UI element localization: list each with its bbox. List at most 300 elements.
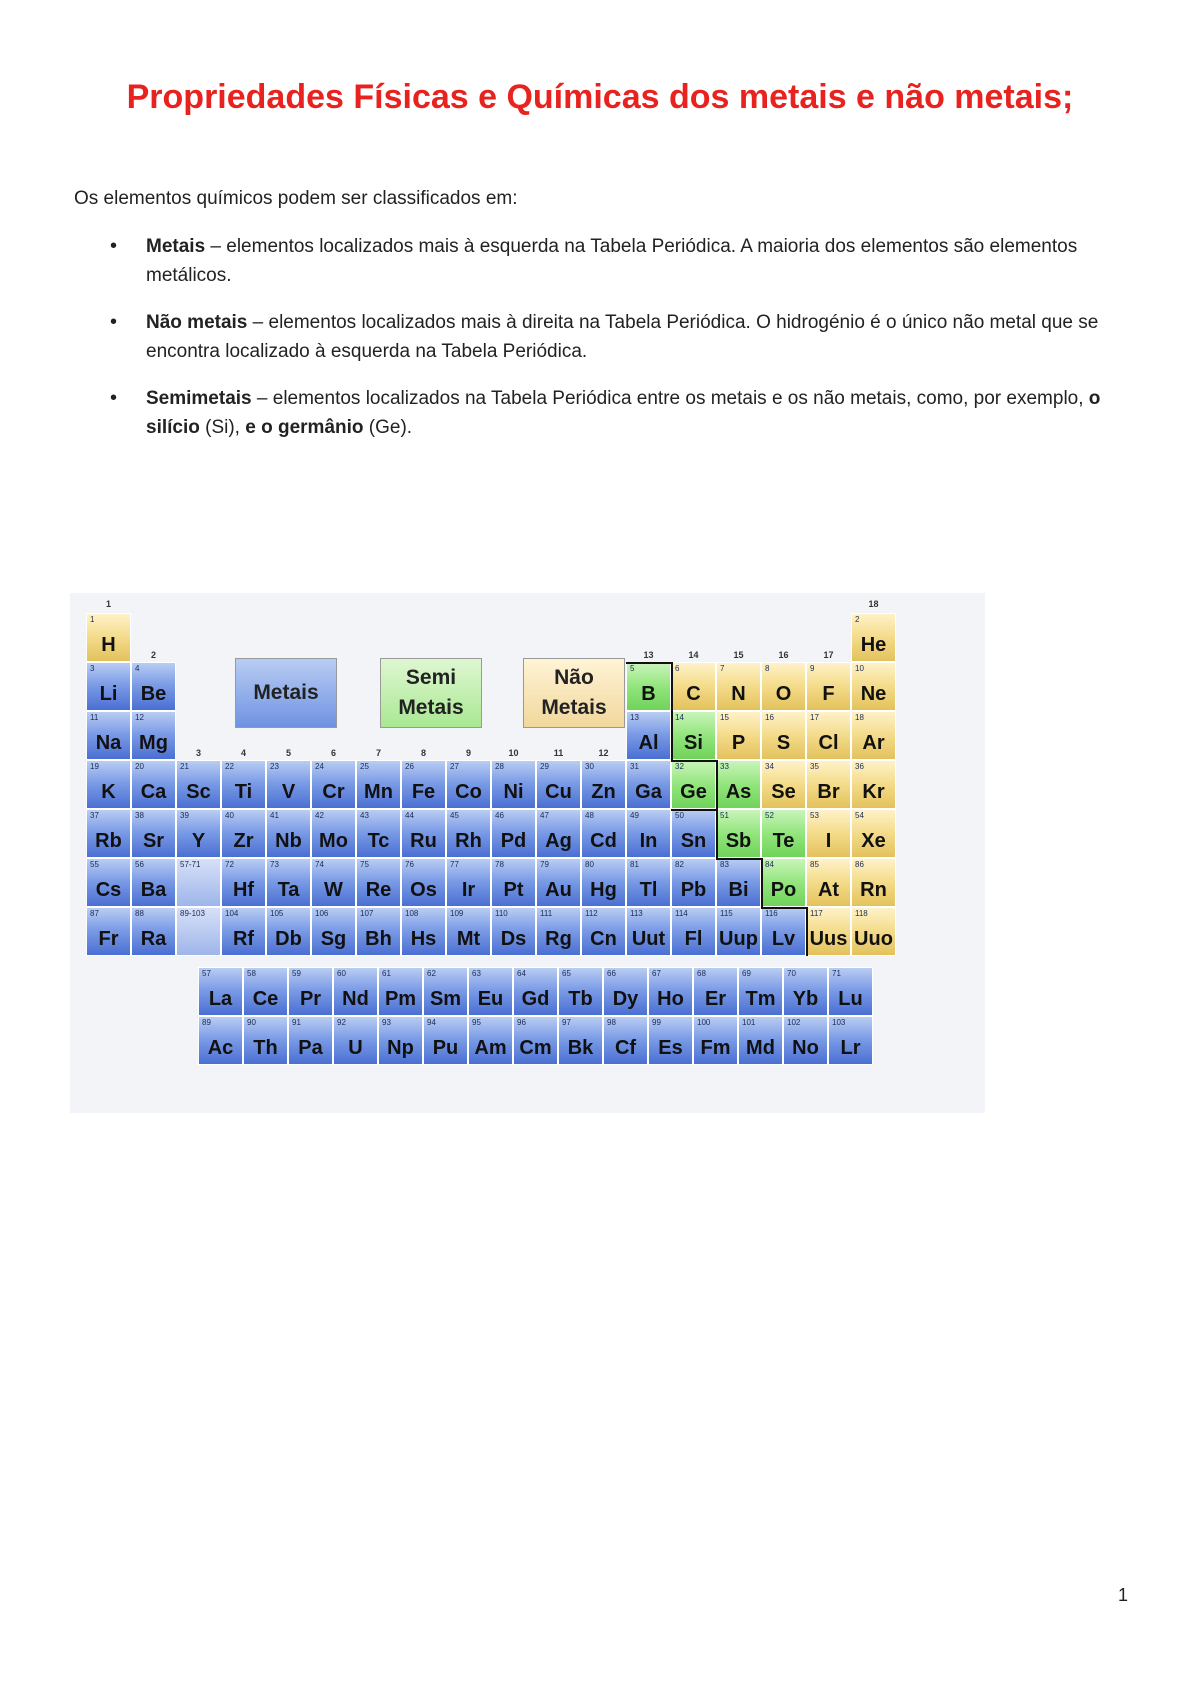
atomic-number: 86 [855,860,864,869]
element-ne [851,662,896,711]
metal-nonmetal-boundary [716,858,761,860]
metal-nonmetal-boundary [716,809,718,858]
atomic-number: 14 [675,713,684,722]
atomic-number: 42 [315,811,324,820]
element-symbol: Ac [207,1037,234,1059]
element-sm [423,967,468,1016]
element-symbol: Th [253,1037,278,1059]
element-symbol: Hs [410,928,437,950]
element-symbol: U [348,1037,363,1059]
element-symbol: Md [746,1037,775,1059]
atomic-number: 105 [270,909,284,918]
element-am [468,1016,513,1065]
element-symbol: Pb [680,879,707,901]
atomic-number: 82 [675,860,684,869]
term-nao-metais: Não metais [146,312,248,333]
element-ac [198,1016,243,1065]
element-symbol: Uus [809,928,848,950]
atomic-number: 80 [585,860,594,869]
element-li [86,662,131,711]
element-symbol: Tb [568,988,593,1010]
element-fm [693,1016,738,1065]
element-symbol: Yb [792,988,819,1010]
element-symbol: Am [474,1037,507,1059]
atomic-number: 76 [405,860,414,869]
element-rb [86,809,131,858]
element-symbol: Mt [456,928,481,950]
element-symbol: Ba [140,879,167,901]
element-symbol: Cs [95,879,122,901]
element-k [86,760,131,809]
atomic-number: 106 [315,909,329,918]
atomic-number: 81 [630,860,639,869]
element-bk [558,1016,603,1065]
element-ho [648,967,693,1016]
desc-metais: – elementos localizados mais à esquerda na Tabela Periódica. A maioria dos elementos são elementos metálicos. [146,236,1078,286]
element-symbol: H [101,634,116,656]
atomic-number: 108 [405,909,419,918]
element-symbol: Os [410,879,437,901]
group-label-5: 5 [285,748,291,758]
element-hs [401,907,446,956]
element-n [716,662,761,711]
metal-nonmetal-boundary [761,858,763,907]
atomic-number: 68 [697,969,706,978]
element-symbol: Sc [186,781,211,803]
element-symbol: Ga [635,781,662,803]
group-label-17: 17 [823,650,834,660]
group-label-1: 1 [105,599,111,609]
legend-metais-label: Metais [253,681,319,704]
atomic-number: 52 [765,811,774,820]
element-md [738,1016,783,1065]
element-dy [603,967,648,1016]
atomic-number: 57-71 [180,860,201,869]
element-symbol: La [208,988,233,1010]
group-label-16: 16 [778,650,789,660]
element-symbol: Nb [275,830,302,852]
element-symbol: Cl [818,732,839,754]
element-symbol: Cf [614,1037,637,1059]
element-ge [671,760,716,809]
atomic-number: 44 [405,811,414,820]
element-symbol: Ta [277,879,300,901]
element-b [626,662,671,711]
atomic-number: 114 [675,909,688,918]
element-cn [581,907,626,956]
element-uus [806,907,851,956]
group-label-11: 11 [553,748,564,758]
element-symbol: Ag [545,830,572,852]
element-ag [536,809,581,858]
element-nb [266,809,311,858]
legend-semi-line2: Metais [398,696,464,719]
element-symbol: Fl [684,928,703,950]
atomic-number: 17 [810,713,819,722]
atomic-number: 43 [360,811,369,820]
atomic-number: 110 [495,909,508,918]
atomic-number: 77 [450,860,459,869]
element-ar [851,711,896,760]
atomic-number: 75 [360,860,369,869]
atomic-number: 61 [382,969,391,978]
atomic-number: 69 [742,969,751,978]
metal-nonmetal-boundary [671,760,716,762]
atomic-number: 25 [360,762,369,771]
element-rn [851,858,896,907]
atomic-number: 41 [270,811,279,820]
group-label-15: 15 [733,650,744,660]
element-na [86,711,131,760]
atomic-number: 107 [360,909,374,918]
element-symbol: As [725,781,752,803]
element-symbol: Ge [680,781,707,803]
element-symbol: K [101,781,116,803]
atomic-number: 89-103 [180,909,205,918]
element-hf [221,858,266,907]
element-symbol: Pm [384,988,417,1010]
element-symbol: Uup [719,928,758,950]
atomic-number: 65 [562,969,571,978]
atomic-number: 34 [765,762,774,771]
element-no [783,1016,828,1065]
atomic-number: 64 [517,969,526,978]
element-te [761,809,806,858]
element-tb [558,967,603,1016]
element-os [401,858,446,907]
element-pa [288,1016,333,1065]
group-label-14: 14 [688,650,699,660]
element-symbol: Zn [591,781,616,803]
element-ga [626,760,671,809]
element-mo [311,809,356,858]
list-item-semimetais [74,384,1144,442]
list-item-metais [74,232,1144,290]
element-symbol: Au [545,879,572,901]
element-symbol: Sg [320,928,347,950]
element-gd [513,967,558,1016]
atomic-number: 6 [675,664,680,673]
element-symbol: Sn [680,830,707,852]
element-sn [671,809,716,858]
element-symbol: Eu [477,988,504,1010]
element-symbol: Pt [503,879,524,901]
list-item-nao-metais [74,308,1144,366]
atomic-number: 101 [742,1018,756,1027]
atomic-number: 31 [630,762,639,771]
atomic-number: 30 [585,762,594,771]
element-symbol: Pa [298,1037,323,1059]
term-semimetais: Semimetais [146,388,252,409]
atomic-number: 91 [292,1018,301,1027]
element-symbol: Ti [234,781,253,803]
element-symbol: Pr [299,988,322,1010]
element-symbol: Sr [142,830,165,852]
atomic-number: 8 [765,664,770,673]
element-symbol: Re [365,879,392,901]
atomic-number: 58 [247,969,256,978]
element-sb [716,809,761,858]
element-se [761,760,806,809]
atomic-number: 38 [135,811,144,820]
element-symbol: In [639,830,658,852]
atomic-number: 33 [720,762,729,771]
element-th [243,1016,288,1065]
element-symbol: Y [191,830,206,852]
legend-non-line2: Metais [541,696,607,719]
element-o [761,662,806,711]
atomic-number: 21 [180,762,189,771]
element-symbol: Tl [639,879,658,901]
atomic-number: 97 [562,1018,571,1027]
element-symbol: Li [99,683,118,705]
element-np [378,1016,423,1065]
atomic-number: 103 [832,1018,846,1027]
element-ru [401,809,446,858]
atomic-number: 10 [855,664,864,673]
element-symbol: Rf [232,928,255,950]
element-symbol: Rg [545,928,572,950]
element-uut [626,907,671,956]
element-symbol: Ho [657,988,684,1010]
element-s [761,711,806,760]
element-ba [131,858,176,907]
element-symbol: Ra [140,928,167,950]
atomic-number: 71 [832,969,841,978]
element-cs [86,858,131,907]
element-rf [221,907,266,956]
atomic-number: 18 [855,713,864,722]
element-pr [288,967,333,1016]
group-label-8: 8 [420,748,426,758]
element-symbol: N [731,683,746,705]
atomic-number: 2 [855,615,860,624]
element-v [266,760,311,809]
atomic-number: 94 [427,1018,436,1027]
element-symbol: Tc [367,830,390,852]
element-symbol: W [324,879,343,901]
term-metais: Metais [146,236,206,257]
atomic-number: 95 [472,1018,481,1027]
atomic-number: 40 [225,811,234,820]
element-cu [536,760,581,809]
element-po [761,858,806,907]
metal-nonmetal-boundary [626,662,671,664]
atomic-number: 54 [855,811,864,820]
metal-nonmetal-boundary [671,809,716,811]
element-symbol: Mg [139,732,168,754]
atomic-number: 12 [135,713,144,722]
element-lu [828,967,873,1016]
desc-semimetais: – elementos localizados na Tabela Periódica entre os metais e os não metais, como, por exemplo, [251,388,1089,409]
element-sr [131,809,176,858]
atomic-number: 57 [202,969,211,978]
atomic-number: 47 [540,811,549,820]
element-symbol: Ca [140,781,167,803]
group-label-9: 9 [465,748,471,758]
atomic-number: 36 [855,762,864,771]
element-symbol: Cm [519,1037,552,1059]
atomic-number: 118 [855,909,868,918]
element-symbol: He [860,634,887,656]
element-symbol: Ce [252,988,279,1010]
element-symbol: Se [771,781,796,803]
atomic-number: 99 [652,1018,661,1027]
element-symbol: At [817,879,840,901]
element-i [806,809,851,858]
element-ti [221,760,266,809]
group-label-4: 4 [240,748,246,758]
atomic-number: 96 [517,1018,526,1027]
classification-list [74,232,1144,460]
element-w [311,858,356,907]
element-yb [783,967,828,1016]
element-symbol: Tm [745,988,776,1010]
atomic-number: 35 [810,762,819,771]
element-symbol: Si [684,732,703,754]
atomic-number: 24 [315,762,324,771]
element-tl [626,858,671,907]
element-symbol: Co [455,781,482,803]
desc-nao-metais: – elementos localizados mais à direita na Tabela Periódica. O hidrogénio é o único não metal que se encontra localizado à esquerda na Tabela Periódica. [146,312,1099,362]
atomic-number: 50 [675,811,684,820]
element-rg [536,907,581,956]
element-placeholder-89-103 [176,907,221,956]
element-symbol: Es [658,1037,683,1059]
element-symbol: Nd [342,988,369,1010]
group-label-6: 6 [330,748,336,758]
atomic-number: 28 [495,762,504,771]
element-sg [311,907,356,956]
element-symbol: Hf [232,879,255,901]
element-ce [243,967,288,1016]
group-label-10: 10 [508,748,519,758]
element-symbol: Po [770,879,797,901]
element-symbol: Fe [411,781,436,803]
atomic-number: 90 [247,1018,256,1027]
periodic-table [70,593,985,1113]
element-h [86,613,131,662]
atomic-number: 7 [720,664,725,673]
element-symbol: Fm [700,1037,731,1059]
atomic-number: 85 [810,860,819,869]
element-pu [423,1016,468,1065]
atomic-number: 73 [270,860,279,869]
atomic-number: 93 [382,1018,391,1027]
element-as [716,760,761,809]
element-cl [806,711,851,760]
legend-semi-line1: Semi [405,666,457,689]
element-symbol: Sb [725,830,752,852]
element-bi [716,858,761,907]
atomic-number: 70 [787,969,796,978]
legend-nao-metais [523,658,625,728]
element-p [716,711,761,760]
atomic-number: 104 [225,909,239,918]
metal-nonmetal-boundary [806,907,808,956]
element-tm [738,967,783,1016]
element-symbol: S [776,732,791,754]
atomic-number: 1 [90,615,95,624]
atomic-number: 60 [337,969,346,978]
atomic-number: 53 [810,811,819,820]
atomic-number: 37 [90,811,99,820]
element-y [176,809,221,858]
element-zn [581,760,626,809]
atomic-number: 27 [450,762,459,771]
element-symbol: F [822,683,835,705]
element-symbol: Bk [567,1037,594,1059]
atomic-number: 98 [607,1018,616,1027]
element-symbol: Ru [410,830,437,852]
element-zr [221,809,266,858]
group-label-18: 18 [868,599,879,609]
metal-nonmetal-boundary [761,907,806,909]
atomic-number: 111 [540,909,553,918]
atomic-number: 66 [607,969,616,978]
atomic-number: 62 [427,969,436,978]
element-cm [513,1016,558,1065]
group-label-12: 12 [598,748,609,758]
element-fr [86,907,131,956]
group-label-2: 2 [150,650,156,660]
atomic-number: 19 [90,762,99,771]
element-symbol: Gd [521,988,550,1010]
element-kr [851,760,896,809]
atomic-number: 89 [202,1018,211,1027]
element-uuo [851,907,896,956]
element-uup [716,907,761,956]
element-symbol: Rb [95,830,122,852]
atomic-number: 87 [90,909,99,918]
element-lr [828,1016,873,1065]
element-f [806,662,851,711]
element-symbol: Cn [590,928,617,950]
atomic-number: 55 [90,860,99,869]
atomic-number: 63 [472,969,481,978]
element-symbol: Cu [545,781,572,803]
atomic-number: 20 [135,762,144,771]
element-br [806,760,851,809]
element-cf [603,1016,648,1065]
atomic-number: 11 [90,713,99,722]
element-be [131,662,176,711]
atomic-number: 92 [337,1018,346,1027]
atomic-number: 112 [585,909,598,918]
element-symbol: Na [95,732,122,754]
element-symbol: Mn [364,781,393,803]
atomic-number: 51 [720,811,729,820]
legend-semimetais [380,658,482,728]
element-ra [131,907,176,956]
element-ca [131,760,176,809]
element-fe [401,760,446,809]
element-in [626,809,671,858]
atomic-number: 84 [765,860,774,869]
element-at [806,858,851,907]
atomic-number: 13 [630,713,639,722]
atomic-number: 26 [405,762,414,771]
element-symbol: Hg [590,879,617,901]
element-symbol: Ir [461,879,476,901]
atomic-number: 48 [585,811,594,820]
atomic-number: 46 [495,811,504,820]
element-symbol: Cd [590,830,617,852]
element-symbol: Cr [322,781,345,803]
element-ni [491,760,536,809]
element-symbol: C [686,683,701,705]
element-ds [491,907,536,956]
